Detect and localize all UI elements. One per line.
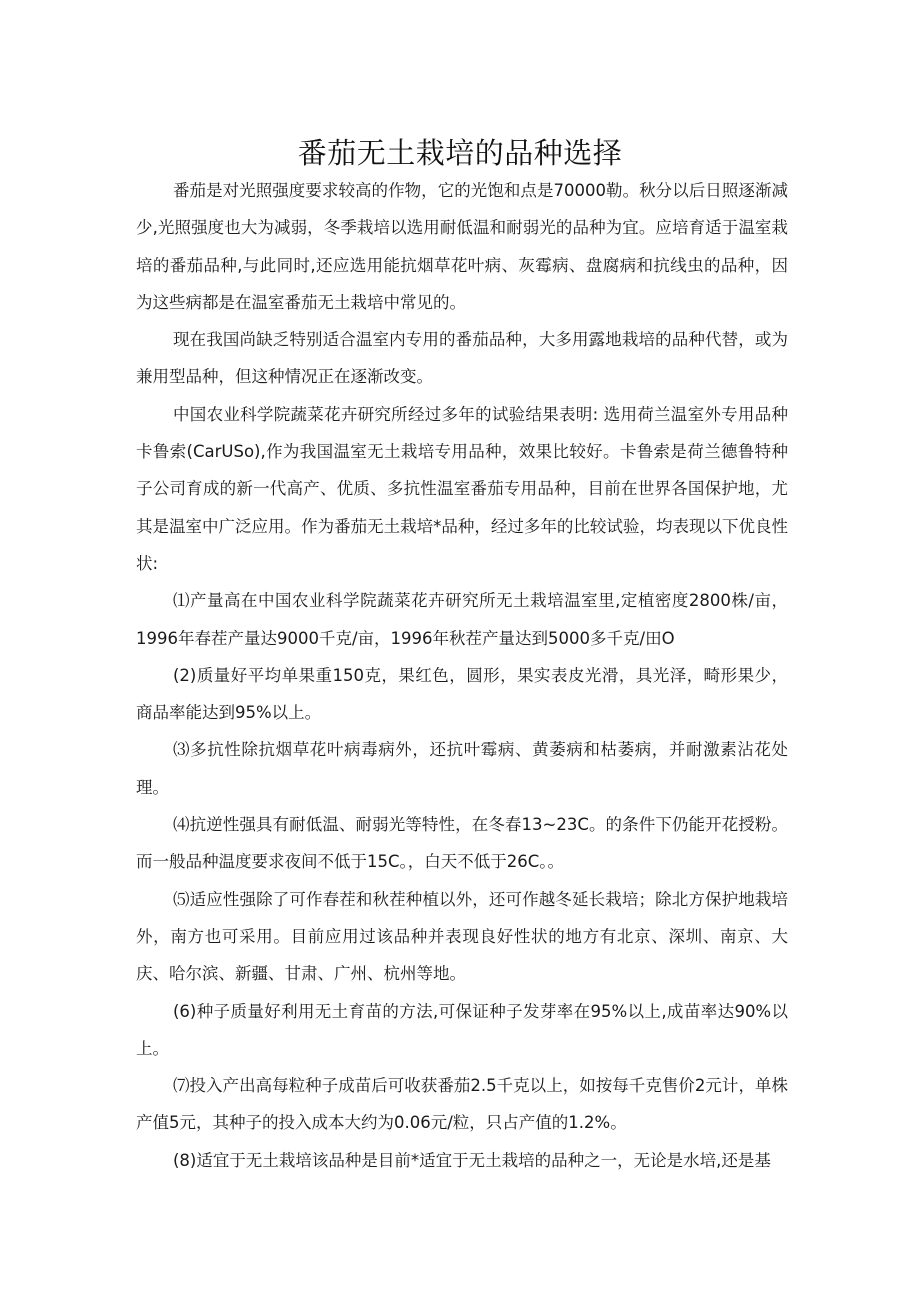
paragraph-trait-yield: ⑴产量高在中国农业科学院蔬菜花卉研究所无土栽培温室里,定植密度2800株/亩，1996年春茬产量达9000千克/亩，1996年秋茬产量达到5000多千克/田O xyxy=(136,591,788,648)
paragraph-trait-output: ⑺投入产出高每粒种子成苗后可收获番茄2.5千克以上，如按每千克售价2元计，单株产值5元，其种子的投入成本大约为0.06元/粒，只占产值的1.2%。 xyxy=(136,1076,788,1133)
paragraph-trait-adaptability: ⑸适应性强除了可作春茬和秋茬种植以外，还可作越冬延长栽培；除北方保护地栽培外，南方也可采用。目前应用过该品种并表现良好性状的地方有北京、深圳、南京、大庆、哈尔滨、新疆、甘肃、广州、杭州等地。 xyxy=(136,889,788,984)
document-body xyxy=(136,172,788,1179)
paragraph-trait-soilless-suitability: (8)适宜于无土栽培该品种是目前*适宜于无土栽培的品种之一，无论是水培,还是基 xyxy=(173,1150,771,1170)
paragraph-trait-quality: (2)质量好平均单果重150克，果红色，圆形，果实表皮光滑，具光泽，畸形果少，商品率能达到95%以上。 xyxy=(136,665,788,723)
paragraph-current-situation: 现在我国尚缺乏特别适合温室内专用的番茄品种，大多用露地栽培的品种代替，或为兼用型品种，但这种情况正在逐渐改变。 xyxy=(136,330,788,387)
paragraph-caruso-variety: 中国农业科学院蔬菜花卉研究所经过多年的试验结果表明: 选用荷兰温室外专用品种卡鲁索(CarUSo),作为我国温室无土栽培专用品种，效果比较好。卡鲁索是荷兰德鲁特种子公司育成的新一代高产、优质、多抗性温室番茄专用品种，目前在世界各国保护地，尤其是温室中广泛应用。作为番茄无土栽培*品种，经过多年的比较试验，均表现以下优良性状: xyxy=(136,404,788,573)
page-title: 番茄无土栽培的品种选择 xyxy=(297,136,623,171)
paragraph-trait-seed-quality: (6)种子质量好利用无土育苗的方法,可保证种子发芽率在95%以上,成苗率达90%以上。 xyxy=(136,1001,788,1058)
paragraph-trait-stress-tolerance: ⑷抗逆性强具有耐低温、耐弱光等特性，在冬春13~23C。的条件下仍能开花授粉。而一般品种温度要求夜间不低于15C。，白天不低于26C。。 xyxy=(136,815,788,872)
paragraph-intro: 番茄是对光照强度要求较高的作物，它的光饱和点是70000勒。秋分以后日照逐渐减少,光照强度也大为减弱，冬季栽培以选用耐低温和耐弱光的品种为宜。应培育适于温室栽培的番茄品种,与此同时,还应选用能抗烟草花叶病、灰霉病、盘腐病和抗线虫的品种，因为这些病都是在温室番茄无土栽培中常见的。 xyxy=(136,181,788,312)
paragraph-trait-resistance: ⑶多抗性除抗烟草花叶病毒病外，还抗叶霉病、黄萎病和枯萎病，并耐激素沾花处理。 xyxy=(136,740,788,797)
